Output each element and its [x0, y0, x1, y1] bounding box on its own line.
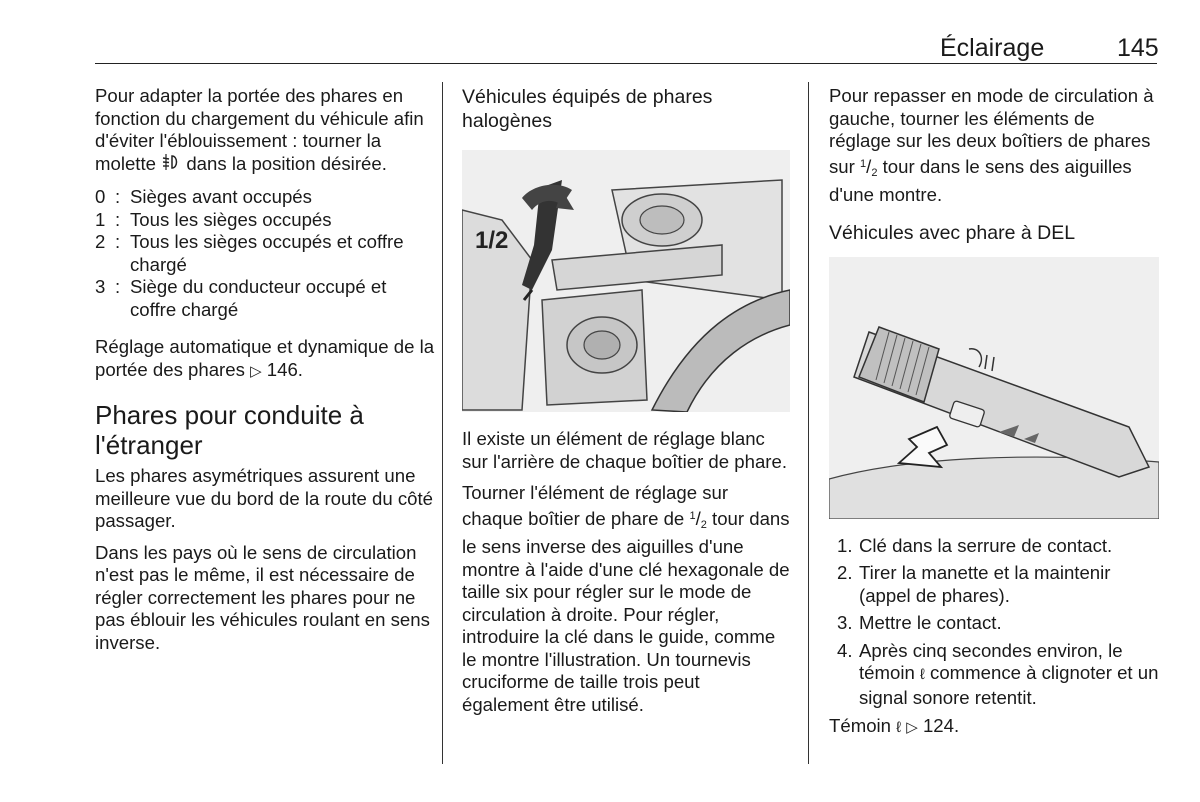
paragraph: Pour repasser en mode de circulation à gauche, tourner les éléments de réglage sur les deux boîtiers de phares sur $^1/_2$ tour dans le sens des aiguilles d'une montre.: [829, 85, 1154, 205]
led-stalk-illustration: [829, 257, 1159, 519]
column-middle: [462, 85, 790, 725]
paragraph: Tourner l'élément de réglage sur chaque boîtier de phare de $^1/_2$ tour dans le sens inverse des aiguilles d'une montre à l'aide d'une clé hexagonale de taille six pour régler sur le mode de circulation à droite. Pour régler, introduire la clé dans le guide, comme le montre l'illustration. Un tournevis cruciforme de taille trois peut également être utilisé.: [462, 482, 790, 715]
section-heading-led: Véhicules avec phare à DEL: [829, 221, 1076, 244]
column-divider-1: [442, 82, 443, 764]
list-item: 1. Clé dans la serrure de contact.: [837, 534, 1113, 556]
paragraph: Dans les pays où le sens de circulation n'est pas le même, il est nécessaire de régler correctement les phares pour ne pas éblouir les véhicules roulant en sens inverse.: [95, 541, 430, 653]
headlight-range-icon: [161, 154, 181, 178]
cross-reference-icon: ▷: [250, 362, 262, 380]
list-item: 0 : Sièges avant occupés: [95, 186, 312, 207]
paragraph: Il existe un élément de réglage blanc sur l'arrière de chaque boîtier de phare.: [462, 428, 788, 472]
level-positions-list: [95, 186, 435, 321]
figure-label: 1/2: [475, 227, 509, 254]
list-item: 3. Mettre le contact.: [837, 612, 1002, 633]
page-reference-link[interactable]: 124.: [922, 715, 960, 736]
section-heading-halogen: Véhicules équipés de phares halogènes: [462, 86, 713, 132]
section-heading-abroad: Phares pour conduite à l'étranger: [95, 400, 364, 460]
list-item: 2 : Tous les sièges occupés et coffre chargé: [95, 231, 404, 275]
page-reference-link[interactable]: 146.: [266, 358, 303, 380]
page-section-title: Éclairage: [940, 34, 1045, 62]
illustration-drawing: [829, 257, 1159, 519]
header-rule: [95, 63, 1157, 64]
list-item: 2. Tirer la manette et la maintenir (appel de phares).: [837, 562, 1111, 606]
column-divider-2: [808, 82, 809, 764]
temoin-reference: Témoin ℓ ▷ 124.: [829, 715, 1159, 740]
column-right: [829, 85, 1159, 749]
fraction-half: $^1/_2$: [860, 155, 878, 179]
intro-paragraph: Pour adapter la portée des phares en fonction du chargement du véhicule afin d'éviter l'éblouissement : tourner la molette dans la position désirée.: [95, 85, 435, 177]
fraction-half: $^1/_2$: [689, 507, 707, 531]
headlight-warning-icon: ℓ: [919, 666, 925, 683]
illustration-drawing: [462, 150, 790, 412]
steps-list: [829, 535, 1159, 710]
list-item: 4. Après cinq secondes environ, le témoin ℓ commence à clignoter et un signal sonore retentit.: [837, 639, 1159, 708]
paragraph: Les phares asymétriques assurent une meilleure vue du bord de la route du côté passager.: [95, 465, 434, 531]
list-item: 1 : Tous les sièges occupés: [95, 208, 332, 230]
halogen-adjustment-illustration: [462, 150, 790, 412]
auto-level-paragraph: Réglage automatique et dynamique de la portée des phares ▷ 146.: [95, 336, 435, 383]
headlight-warning-icon: ℓ: [896, 719, 902, 736]
page-number: 145: [1117, 34, 1159, 62]
list-item: 3 : Siège du conducteur occupé et coffre chargé: [95, 276, 387, 320]
column-left: [95, 85, 435, 663]
cross-reference-icon: ▷: [906, 719, 918, 736]
